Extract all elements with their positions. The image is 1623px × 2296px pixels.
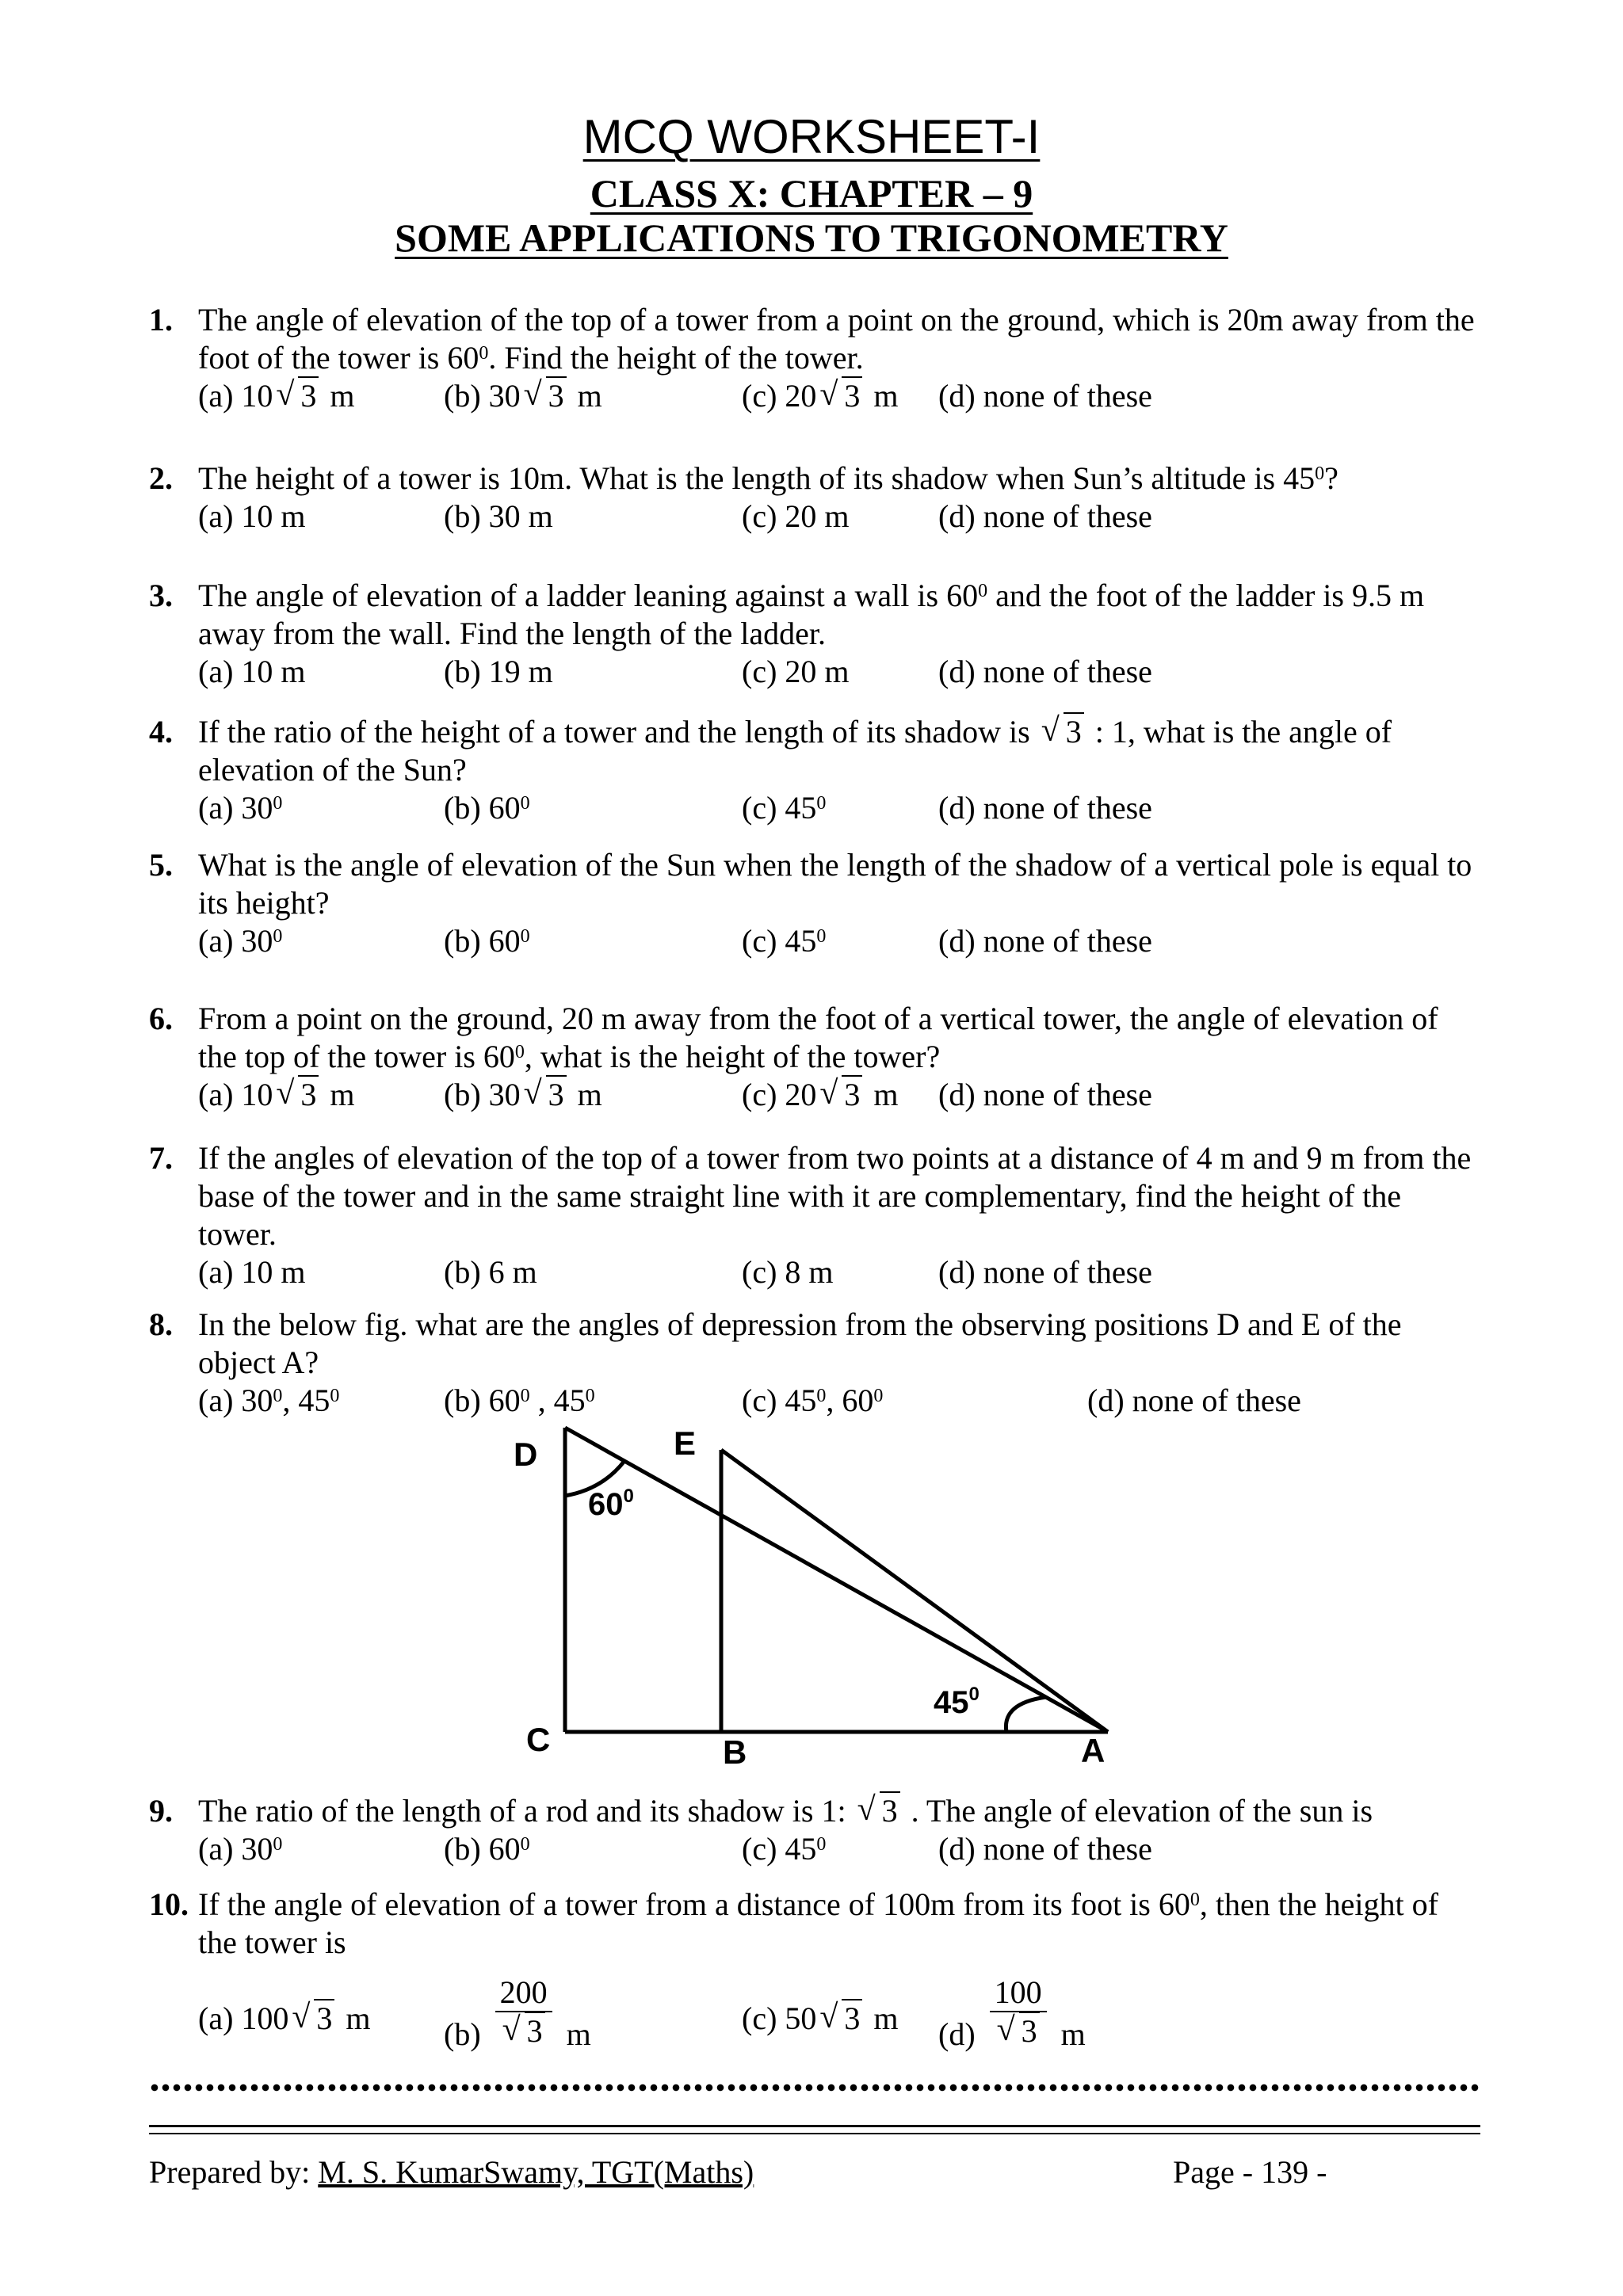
dotted-separator [149,2084,1480,2092]
question-text: What is the angle of elevation of the Sun when the length of the shadow of a vertical pole is equal to its height? [198,847,1472,921]
sqrt-symbol: √ 3 [819,2000,862,2038]
question-10: 10. If the angle of elevation of a tower from a distance of 100m from its foot is $60^0$, then the height of the tower is (a) 100√ 3 m (b) 200 √ 3 m (c) 50√ 3 m (d) 100 √ 3 m [149,1886,1480,2085]
option-a: (a) 10√ 3 m [198,1076,355,1114]
line-da [565,1428,1108,1732]
option-b: (b) 30√ 3 m [444,377,602,415]
question-9: 9. The ratio of the length of a rod and its shadow is 1: √ 3 . The angle of elevation of the sun is (a) $30^0$ (b) $60^0$ (c) $45^0$ (d) none of these [149,1792,1480,1871]
option-d: (d) none of these [938,790,1152,826]
question-text: The angle of elevation of the top of a tower from a point on the ground, which is 20m away from the foot of the tower is $60^0$. Find the height of the tower. [198,302,1475,376]
option-b: (b) 30 m [444,498,553,534]
fraction: 100 √ 3 [990,1974,1047,2050]
sqrt-symbol: √ 3 [502,2012,545,2050]
label-e: E [674,1425,697,1462]
options [198,1830,1480,1871]
option-d: (d) none of these [938,1831,1152,1867]
option-d: (d) none of these [938,378,1152,414]
angle-arc-a [1006,1697,1046,1732]
options [198,1974,1480,2085]
option-c: (c) $45^0$ [742,923,827,959]
question-text: If the angles of elevation of the top of a tower from two points at a distance of 4 m and 9 m from the base of the tower and in the same straight line with it are complementary, find the height of the tower. [198,1140,1472,1252]
option-d: (d) none of these [938,654,1152,689]
option-d: (d) none of these [938,1077,1152,1112]
sqrt-symbol: √ 3 [524,377,567,415]
label-a: A [1081,1732,1106,1769]
question-8: 8. In the below fig. what are the angles of depression from the observing positions D and E of the object A? (a) $30^0$, $45^0$ (b) $60^0$ , $45^0$ (c) $45^0$, $60^0$ (d) none of these [149,1306,1480,1423]
option-a: (a) $30^0$ [198,790,283,826]
chapter-title: SOME APPLICATIONS TO TRIGONOMETRY [395,215,1228,260]
option-d: (d) none of these [938,1254,1152,1290]
angle-label-60: $60^0$ [588,1486,634,1522]
author-name: M. S. KumarSwamy, TGT(Maths) [318,2154,754,2190]
label-d: D [514,1436,538,1473]
line-ea [721,1450,1108,1732]
option-a: (a) 10√ 3 m [198,377,355,415]
sqrt-symbol: √ 3 [524,1076,567,1114]
option-c: (c) $45^0$, $60^0$ [742,1383,884,1418]
footer [149,2153,1480,2191]
option-c: (c) 20√ 3 m [742,377,899,415]
option-b: (b) $60^0$ , $45^0$ [444,1383,595,1418]
option-b: (b) 19 m [444,654,553,689]
label-c: C [526,1721,551,1758]
option-d: (d) none of these [1087,1383,1301,1418]
option-c: (c) 50√ 3 m [742,2000,899,2038]
sqrt-symbol: √ 3 [819,377,862,415]
question-5: 5. What is the angle of elevation of the Sun when the length of the shadow of a vertical pole is equal to its height? (a) $30^0$ (b) $60^0$ (c) $45^0$ (d) none of these [149,846,1480,963]
fraction: 200 √ 3 [495,1974,552,2050]
option-c: (c) 20 m [742,498,850,534]
prepared-label: Prepared by: [149,2154,311,2190]
option-d: (d) none of these [938,923,1152,959]
option-a: (a) 100√ 3 m [198,2000,371,2038]
sqrt-symbol: √ 3 [292,2000,334,2038]
question-text: If the ratio of the height of a tower and the length of its shadow is √ 3 : 1, what is the angle of elevation of the Sun? [198,713,1480,789]
option-b: (b) $60^0$ [444,1831,530,1867]
option-b: (b) $60^0$ [444,923,530,959]
page-number: Page - 139 - [1173,2154,1327,2190]
option-a: (a) $30^0$ [198,1831,283,1867]
question-1: 1. The angle of elevation of the top of a tower from a point on the ground, which is 20m away from the foot of the tower is $60^0$. Find the height of the tower. (a) 10√ 3 m (b) 30√ 3 m (c) 20√ 3 m (d) none of these [149,301,1480,418]
option-b: (b) 30√ 3 m [444,1076,602,1114]
option-c: (c) $45^0$ [742,1831,827,1867]
sqrt-symbol: √ 3 [857,1792,900,1830]
option-b: (b) $60^0$ [444,790,530,826]
question-text: The angle of elevation of a ladder leaning against a wall is $60^0$ and the foot of the ladder is 9.5 m away from the wall. Find the length of the ladder. [198,578,1425,651]
option-a: (a) $30^0$, $45^0$ [198,1383,340,1418]
option-c: (c) 8 m [742,1254,834,1290]
angle-label-45: $45^0$ [934,1684,980,1720]
question-2: 2. The height of a tower is 10m. What is the length of its shadow when Sun’s altitude is $45^0$? (a) 10 m (b) 30 m (c) 20 m (d) none of these [149,460,1480,539]
worksheet-title: MCQ WORKSHEET-I [582,110,1041,163]
option-d: (d) 100 √ 3 m [938,1982,1086,2058]
option-a: (a) 10 m [198,498,306,534]
sqrt-symbol: √ 3 [1041,713,1084,751]
option-a: (a) $30^0$ [198,923,283,959]
option-a: (a) 10 m [198,654,306,689]
option-a: (a) 10 m [198,1254,306,1290]
question-text: The ratio of the length of a rod and its shadow is 1: √ 3 . The angle of elevation of the sun is [198,1792,1480,1830]
footer-rule [149,2125,1480,2127]
footer-rule-thin [149,2133,1480,2134]
sqrt-symbol: √ 3 [819,1076,862,1114]
question-4: 4. If the ratio of the height of a tower and the length of its shadow is √ 3 : 1, what is the angle of elevation of the Sun? (a) $30^0$ (b) $60^0$ (c) $45^0$ (d) none of these [149,713,1480,830]
sqrt-symbol: √ 3 [997,2012,1040,2050]
question-text: In the below fig. what are the angles of depression from the observing positions D and E of the object A? [198,1306,1402,1380]
question-3: 3. The angle of elevation of a ladder leaning against a wall is $60^0$ and the foot of the ladder is 9.5 m away from the wall. Find the length of the ladder. (a) 10 m (b) 19 m (c) 20 m (d) none of these [149,577,1480,694]
option-c: (c) $45^0$ [742,790,827,826]
label-b: B [723,1733,747,1771]
option-b: (b) 200 √ 3 m [444,1982,591,2058]
sqrt-symbol: √ 3 [276,1076,319,1114]
question-text: If the angle of elevation of a tower from a distance of 100m from its foot is $60^0$, then the height of the tower is [198,1886,1438,1960]
question-text: The height of a tower is 10m. What is the length of its shadow when Sun’s altitude is $45^0$? [198,460,1338,496]
sqrt-symbol: √ 3 [276,377,319,415]
option-c: (c) 20√ 3 m [742,1076,899,1114]
option-d: (d) none of these [938,498,1152,534]
question-6: 6. From a point on the ground, 20 m away from the foot of a vertical tower, the angle of elevation of the top of the tower is $60^0$, what is the height of the tower? (a) 10√ 3 m (b) 30√ 3 m (c) 20√ 3 m (d) none of these [149,1000,1480,1117]
option-b: (b) 6 m [444,1254,537,1290]
class-chapter-line: CLASS X: CHAPTER – 9 [590,171,1033,215]
option-c: (c) 20 m [742,654,850,689]
question-7: 7. If the angles of elevation of the top of a tower from two points at a distance of 4 m and 9 m from the base of the tower and in the same straight line with it are complementary, find the height of the tower. (a) 10 m (b) 6 m (c) 8 m (d) none of these [149,1139,1480,1295]
question-text: From a point on the ground, 20 m away from the foot of a vertical tower, the angle of elevation of the top of the tower is $60^0$, what is the height of the tower? [198,1001,1438,1074]
